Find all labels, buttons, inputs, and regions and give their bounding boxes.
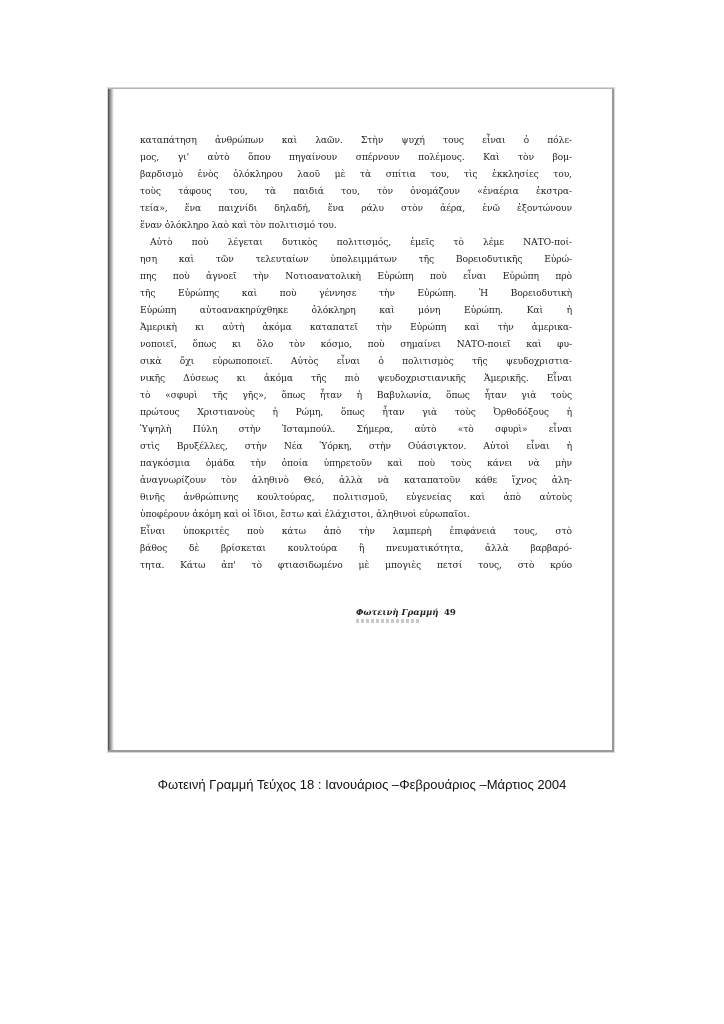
scanned-page (108, 88, 614, 752)
page-number: 49 (444, 608, 456, 618)
issue-caption: Φωτεινή Γραμμή Τεύχος 18 : Ιανουάριος –Φεβρουάριος –Μάρτιος 2004 (157, 777, 567, 792)
text-line: μος, γι' αὐτὸ ὅπου πηγαίνουν σπέρνουν πολέμους. Καὶ τὸν βομ- (140, 152, 572, 163)
scan-bottom-edge (108, 750, 614, 752)
footer-underline-noise (356, 619, 420, 623)
text-line: τῆς Εὐρώπης καὶ ποὺ γέννησε τὴν Εὐρώπη. Ἡ Βορειοδυτικὴ (140, 288, 572, 299)
text-line: τὸ «σφυρὶ τῆς γῆς», ὅπως ἦταν ἡ Βαβυλωνία, ὅπως ἦταν γιὰ τοὺς (140, 390, 572, 401)
text-line: νοποιεῖ, ὅπως κι ὅλο τὸν κόσμο, ποὺ σημαίνει ΝΑΤΟ-ποιεῖ καὶ φυ- (140, 339, 572, 350)
text-line: νικῆς Δύσεως κι ἀκόμα τῆς πιὸ ψευδοχριστιανικῆς Ἀμερικῆς. Εἶναι (140, 373, 572, 384)
text-line: πρώτους Χριστιανοὺς ἡ Ρώμη, ὅπως ἦταν γιὰ τοὺς Ὀρθοδόξους ἡ (140, 407, 572, 418)
text-line: σικὰ ὄχι εὐρωποποιεῖ. Αὐτὸς εἶναι ὁ πολιτισμὸς τῆς ψευδοχριστια- (140, 356, 572, 367)
scan-right-edge (612, 88, 614, 752)
text-line: καταπάτηση ἀνθρώπων καὶ λαῶν. Στὴν ψυχή τους εἶναι ὁ πόλε- (140, 135, 572, 146)
text-line: βαρδισμὸ ἑνὸς ὁλόκληρου λαοῦ μὲ τὰ σπίτια του, τὶς ἐκκλησίες του, (140, 169, 572, 180)
scan-left-edge (108, 88, 114, 752)
text-line: Εὐρώπη αὐτοανακηρύχθηκε ὁλόκληρη καὶ μόνη Εὐρώπη. Καὶ ἡ (140, 305, 572, 316)
text-line: ἀναγνωρίζουν τὸν ἀληθινὸ Θεό, ἀλλὰ νὰ καταπατοῦν κάθε ἴχνος ἀλη- (140, 475, 572, 486)
text-line: τεία», ἕνα παιχνίδι δηλαδή, ἕνα ράλυ στὸν ἀέρα, ἐνῶ ἐξοντώνουν (140, 203, 572, 214)
text-line: ὑποφέρουν ἀκόμη καὶ οἱ ἴδιοι, ἔστω καὶ ἐλάχιστοι, ἀληθινοὶ εὐρωπαῖοι. (140, 509, 470, 520)
text-line: τοὺς τάφους του, τὰ παιδιά του, τὸν ὀνομάζουν «ἐναέρια ἐκστρα- (140, 186, 572, 197)
text-line: βάθος δὲ βρίσκεται κουλτούρα ἢ πνευματικότητα, ἀλλὰ βαρβαρό- (140, 543, 572, 554)
text-line: Ὑψηλὴ Πύλη στὴν Ἰσταμπούλ. Σήμερα, αὐτὸ «τὸ σφυρὶ» εἶναι (140, 424, 572, 435)
text-line: Ἀμερικὴ κι αὐτὴ ἀκόμα καταπατεῖ τὴν Εὐρώπη καὶ τὴν ἀμερικα- (140, 322, 572, 333)
text-line: τητα. Κάτω ἀπ' τὸ φτιασιδωμένο μὲ μπογιὲς πετσί τους, στὸ κρύο (140, 560, 572, 571)
scan-top-edge (108, 88, 614, 89)
footer-title: Φωτεινὴ Γραμμή (356, 608, 439, 618)
text-line: Εἶναι ὑποκριτὲς ποὺ κάτω ἀπὸ τὴν λαμπερὴ ἐπιφάνειά τους, στὸ (140, 526, 572, 537)
text-line: Αὐτὸ ποὺ λέγεται δυτικὸς πολιτισμός, ἐμεῖς τὸ λέμε ΝΑΤΟ-ποί- (150, 237, 572, 248)
text-line: παγκόσμια ὁμάδα τὴν ὁποία ὑπηρετοῦν καὶ ποὺ τοὺς κάνει νὰ μὴν (140, 458, 572, 469)
text-line: ἕναν ὁλόκληρο λαὸ καὶ τὸν πολιτισμό του. (140, 220, 337, 231)
body-text (140, 132, 572, 574)
page-footer (356, 608, 576, 626)
text-line: πης ποὺ ἀγνοεῖ τὴν Νοτιοανατολικὴ Εὐρώπη ποὺ εἶναι Εὐρώπη πρὸ (140, 271, 572, 282)
text-line: στὶς Βρυξέλλες, στὴν Νέα Ὑόρκη, στὴν Οὐάσιγκτον. Αὐτοὶ εἶναι ἡ (140, 441, 572, 452)
text-line: ηση καὶ τῶν τελευταίων ὑπολειμμάτων τῆς Βορειοδυτικῆς Εὐρώ- (140, 254, 572, 265)
text-line: θινῆς ἀνθρώπινης κουλτούρας, πολιτισμοῦ, εὐγενείας καὶ ἀπὸ αὐτοὺς (140, 492, 572, 503)
